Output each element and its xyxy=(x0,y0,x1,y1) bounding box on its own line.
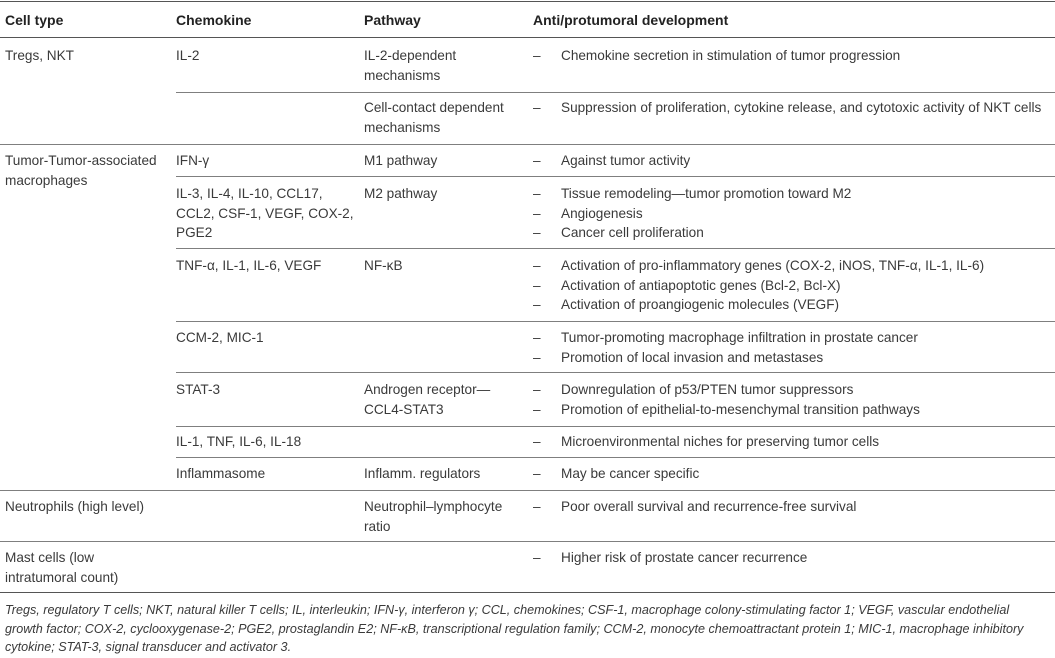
development-item: – Promotion of epithelial-to-mesenchymal transition pathways xyxy=(533,401,920,417)
table-cell-pathway: Neutrophil–lymphocyte ratio xyxy=(364,499,503,534)
table-cell-pathway: Inflamm. regulators xyxy=(364,466,481,481)
table-cell-development xyxy=(533,98,1053,118)
development-item: – Microenvironmental niches for preserving tumor cells xyxy=(533,434,880,449)
header-development: Anti/protumoral development xyxy=(533,12,729,28)
table-bottom-rule xyxy=(0,592,1055,593)
table-cell-development xyxy=(533,328,1053,367)
development-item: – Activation of pro-inflammatory genes (COX-2, iNOS, TNF-α, IL-1, IL-6) xyxy=(533,258,985,273)
table-top-rule xyxy=(0,1,1055,2)
table-cell-pathway: NF-κB xyxy=(364,258,403,273)
development-item: – Angiogenesis xyxy=(533,205,643,221)
table-cell-development xyxy=(533,184,1053,243)
development-item: – Suppression of proliferation, cytokine release, and cytotoxic activity of NKT cells xyxy=(533,100,1042,115)
group-divider xyxy=(0,144,1055,145)
header-chemokine: Chemokine xyxy=(176,12,252,28)
development-item: – Cancer cell proliferation xyxy=(533,225,704,240)
table-cell-development xyxy=(533,256,1053,315)
table-cell-chemokine: IL-1, TNF, IL-6, IL-18 xyxy=(176,434,302,449)
row-divider xyxy=(176,321,1055,322)
development-item: – Downregulation of p53/PTEN tumor suppressors xyxy=(533,382,854,397)
group-divider xyxy=(0,490,1055,491)
row-divider xyxy=(176,372,1055,373)
table-cell-development xyxy=(533,380,1053,419)
table-cell-development xyxy=(533,464,1053,484)
table-footnote: Tregs, regulatory T cells; NKT, natural killer T cells; IL, interleukin; IFN-γ, interferon γ; CCL, chemokines; CSF-1, macrophage colony-stimulating factor 1; VEGF, vascular endothelial growth factor; COX-2, cyclooxygenase-2; PGE2, prostaglandin E2; NF-κB, transcriptional regulation family; CCM-2, monocyte chemoattractant protein 1; MIC-1, macrophage inhibitory cytokine; STAT-3, signal transducer and activator 3. xyxy=(5,603,1024,654)
header-rule xyxy=(0,37,1055,38)
development-item: – Activation of antiapoptotic genes (Bcl-2, Bcl-X) xyxy=(533,277,841,293)
table-cell-chemokine: CCM-2, MIC-1 xyxy=(176,330,264,345)
development-item: – Against tumor activity xyxy=(533,153,691,168)
row-divider xyxy=(176,248,1055,249)
table-cell-chemokine: TNF-α, IL-1, IL-6, VEGF xyxy=(176,258,322,273)
development-item: – Promotion of local invasion and metastases xyxy=(533,349,824,365)
row-divider xyxy=(176,457,1055,458)
table-cell-development xyxy=(533,432,1053,452)
table-cell-pathway: Androgen receptor—CCL4-STAT3 xyxy=(364,382,491,417)
table-cell-cell-type: Mast cells (low intratumoral count) xyxy=(5,550,119,585)
development-item: – Tumor-promoting macrophage infiltration in prostate cancer xyxy=(533,330,918,345)
development-item: – Poor overall survival and recurrence-free survival xyxy=(533,499,857,514)
row-divider xyxy=(176,176,1055,177)
table-cell-chemokine: Inflammasome xyxy=(176,466,266,481)
table-cell-development xyxy=(533,497,1053,517)
table-cell-cell-type: Tregs, NKT xyxy=(5,48,74,63)
table-cell-development xyxy=(533,548,1053,568)
table-cell-pathway: M2 pathway xyxy=(364,186,438,201)
table-cell-cell-type: Neutrophils (high level) xyxy=(5,499,145,514)
table-cell-pathway: Cell-contact dependent mechanisms xyxy=(364,100,504,135)
development-item: – Chemokine secretion in stimulation of tumor progression xyxy=(533,48,901,63)
table-cell-chemokine: IL-2 xyxy=(176,48,200,63)
development-item: – Higher risk of prostate cancer recurrence xyxy=(533,550,808,565)
header-pathway: Pathway xyxy=(364,12,421,28)
table-cell-development xyxy=(533,151,1053,171)
development-item: – Tissue remodeling—tumor promotion toward M2 xyxy=(533,186,852,201)
header-cell-type: Cell type xyxy=(5,12,64,28)
row-divider xyxy=(176,426,1055,427)
row-divider xyxy=(176,92,1055,93)
table-cell-pathway: IL-2-dependent mechanisms xyxy=(364,48,457,83)
table-cell-pathway: M1 pathway xyxy=(364,153,438,168)
development-item: – May be cancer specific xyxy=(533,466,700,481)
table-cell-cell-type: Tumor-Tumor-associated macrophages xyxy=(5,153,157,188)
development-item: – Activation of proangiogenic molecules (VEGF) xyxy=(533,297,840,312)
table-cell-chemokine: IFN-γ xyxy=(176,153,210,168)
group-divider xyxy=(0,541,1055,542)
table-cell-chemokine: STAT-3 xyxy=(176,382,221,397)
table-cell-chemokine: IL-3, IL-4, IL-10, CCL17, CCL2, CSF-1, VEGF, COX-2, PGE2 xyxy=(176,186,354,240)
table-cell-development xyxy=(533,46,1053,66)
